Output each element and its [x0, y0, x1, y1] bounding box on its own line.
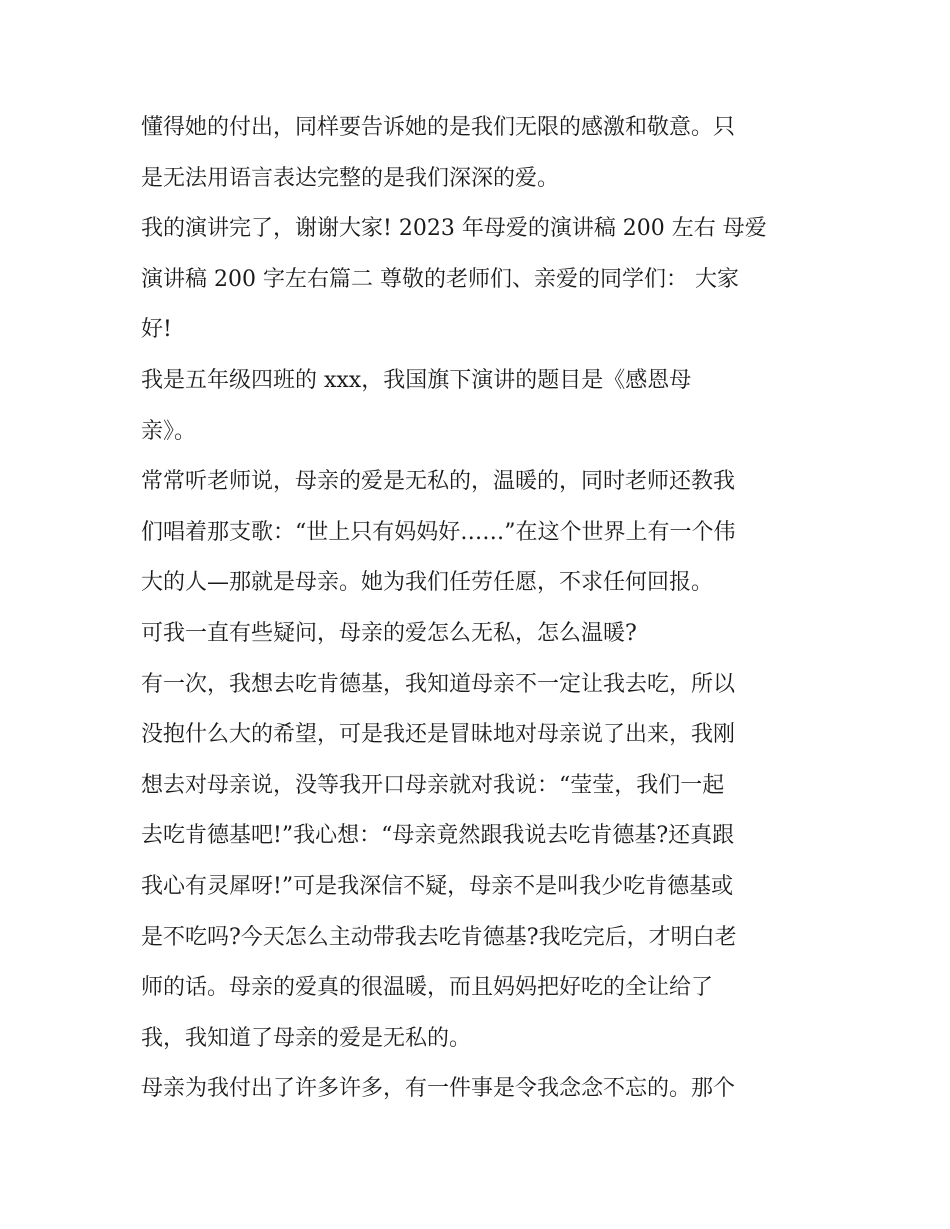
text-line: 演讲稿 200 字左右篇二 尊敬的老师们、亲爱的同学们： 大家	[141, 266, 739, 292]
text-line: 师的话。母亲的爱真的很温暖，而且妈妈把好吃的全让给了	[141, 975, 714, 1001]
text-line: 是无法用语言表达完整的是我们深深的爱。	[141, 165, 560, 191]
text-line: 亲》。	[141, 418, 197, 444]
text-line: 是不吃吗?今天怎么主动带我去吃肯德基?我吃完后，才明白老	[141, 924, 737, 950]
text-line: 我的演讲完了，谢谢大家! 2023 年母爱的演讲稿 200 左右 母爱	[141, 216, 767, 242]
text-line: 懂得她的付出，同样要告诉她的是我们无限的感激和敬意。只	[141, 115, 736, 140]
text-line: 没抱什么大的希望，可是我还是冒昧地对母亲说了出来，我刚	[141, 722, 736, 748]
text-line: 有一次，我想去吃肯德基，我知道母亲不一定让我去吃，所以	[141, 671, 736, 697]
text-line: 我心有灵犀呀!”可是我深信不疑，母亲不是叫我少吃肯德基或	[141, 873, 734, 899]
text-line: 常常听老师说，母亲的爱是无私的，温暖的，同时老师还教我	[141, 469, 736, 495]
text-line: 可我一直有些疑问，母亲的爱怎么无私，怎么温暖?	[141, 620, 637, 646]
text-line: 母亲为我付出了许多许多，有一件事是令我念念不忘的。那个	[141, 1076, 736, 1102]
text-line: 大的人—那就是母亲。她为我们任劳任愿，不求任何回报。	[141, 570, 714, 596]
text-line: 我是五年级四班的 xxx，我国旗下演讲的题目是《感恩母	[141, 367, 692, 393]
text-line: 好!	[141, 317, 172, 343]
text-line: 们唱着那支歌：“世上只有妈妈好……”在这个世界上有一个伟	[141, 519, 736, 545]
document-body	[141, 103, 821, 1115]
text-line: 想去对母亲说，没等我开口母亲就对我说：“莹莹，我们一起	[141, 772, 725, 798]
text-line: 我，我知道了母亲的爱是无私的。	[141, 1025, 472, 1051]
text-line: 去吃肯德基吧!”我心想：“母亲竟然跟我说去吃肯德基?还真跟	[141, 823, 735, 849]
